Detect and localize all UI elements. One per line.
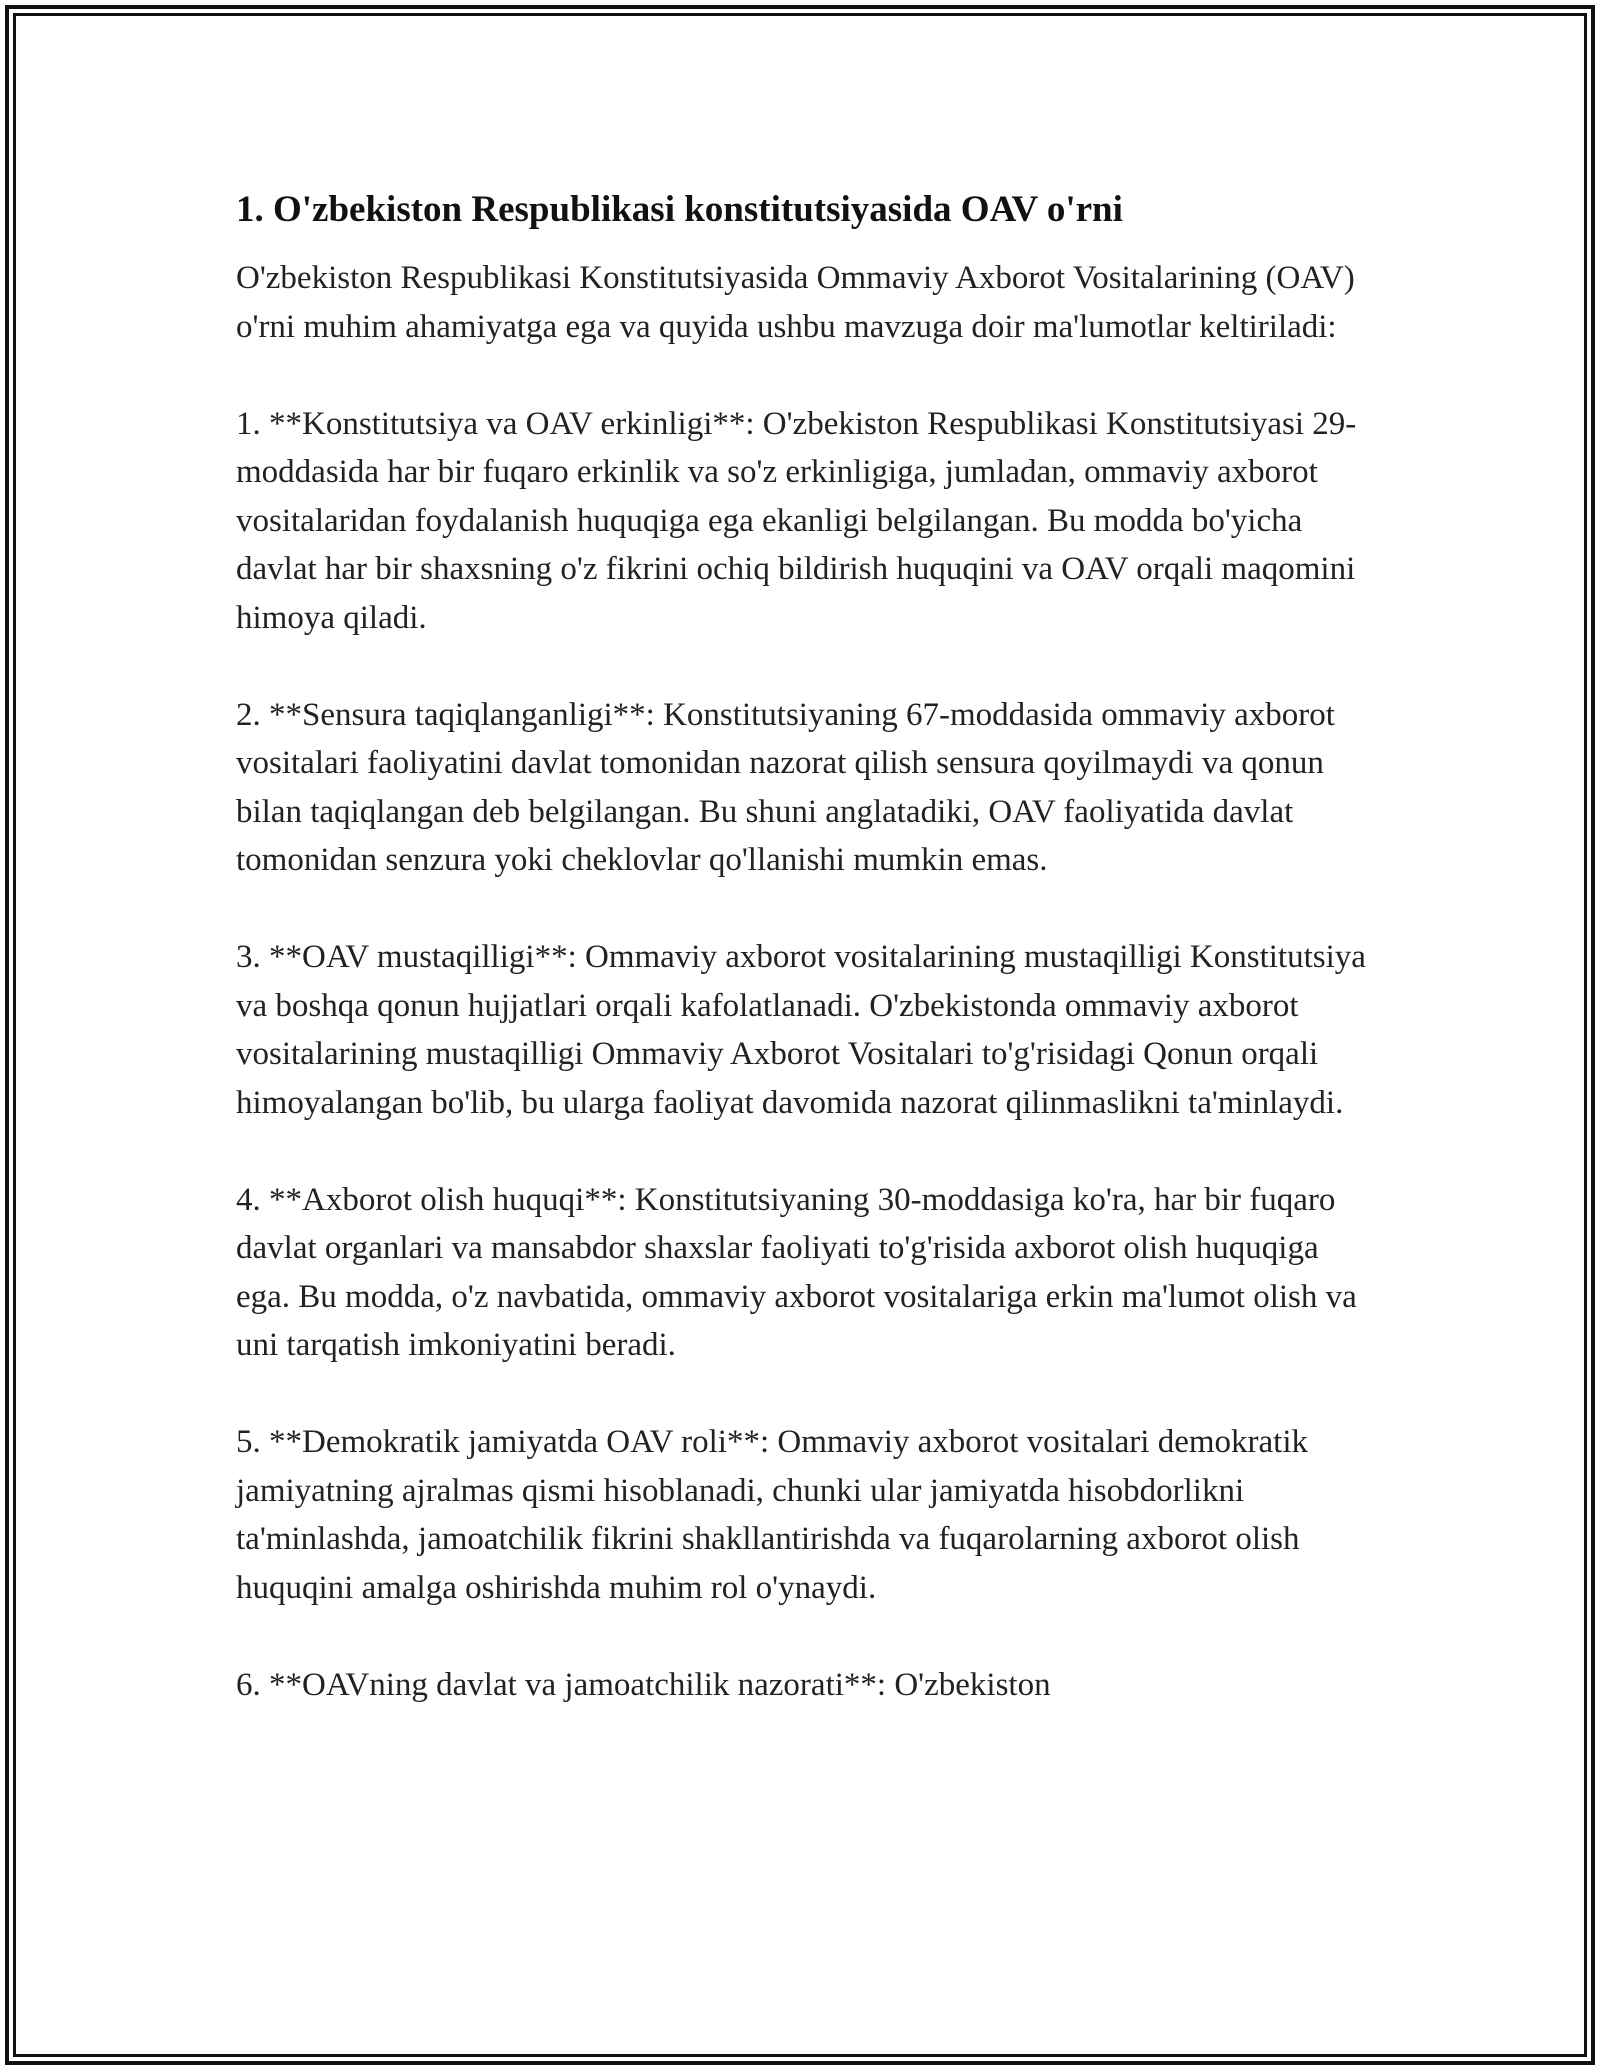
document-body: [236, 186, 1376, 1758]
list-item-3: 3. **OAV mustaqilligi**: Ommaviy axborot vositalarining mustaqilligi Konstitutsiya va boshqa qonun hujjatlari orqali kafolatlanadi. O'zbekistonda ommaviy axborot vositalarining mustaqilligi Ommaviy Axborot Vositalari to'g'risidagi Qonun orqali himoyalangan bo'lib, bu ularga faoliyat davomida nazorat qilinmaslikni ta'minlaydi.: [236, 939, 1366, 1121]
list-item-1: 1. **Konstitutsiya va OAV erkinligi**: O'zbekiston Respublikasi Konstitutsiyasi 29-moddasida har bir fuqaro erkinlik va so'z erkinligiga, jumladan, ommaviy axborot vositalaridan foydalanish huquqiga ega ekanligi belgilangan. Bu modda bo'yicha davlat har bir shaxsning o'z fikrini ochiq bildirish huquqini va OAV orqali maqomini himoya qiladi.: [236, 405, 1357, 636]
list-item-6: 6. **OAVning davlat va jamoatchilik nazorati**: O'zbekiston: [236, 1666, 1051, 1703]
list-item-2: 2. **Sensura taqiqlanganligi**: Konstitutsiyaning 67-moddasida ommaviy axborot vositalari faoliyatini davlat tomonidan nazorat qilish sensura qoyilmaydi va qonun bilan taqiqlangan deb belgilangan. Bu shuni anglatadiki, OAV faoliyatida davlat tomonidan senzura yoki cheklovlar qo'llanishi mumkin emas.: [236, 696, 1335, 878]
intro-paragraph: O'zbekiston Respublikasi Konstitutsiyasida Ommaviy Axborot Vositalarining (OAV) o'rni muhim ahamiyatga ega va quyida ushbu mavzuga doir ma'lumotlar keltiriladi:: [236, 260, 1355, 345]
list-item-5: 5. **Demokratik jamiyatda OAV roli**: Ommaviy axborot vositalari demokratik jamiyatning ajralmas qismi hisoblanadi, chunki ular jamiyatda hisobdorlikni ta'minlashda, jamoatchilik fikrini shakllantirishda va fuqarolarning axborot olish huquqini amalga oshirishda muhim rol o'ynaydi.: [236, 1424, 1309, 1606]
document-title: 1. O'zbekiston Respublikasi konstitutsiyasida OAV o'rni: [236, 189, 1123, 230]
list-item-4: 4. **Axborot olish huquqi**: Konstitutsiyaning 30-moddasiga ko'ra, har bir fuqaro davlat organlari va mansabdor shaxslar faoliyati to'g'risida axborot olish huquqiga ega. Bu modda, o'z navbatida, ommaviy axborot vositalariga erkin ma'lumot olish va uni tarqatish imkoniyatini beradi.: [236, 1181, 1357, 1363]
